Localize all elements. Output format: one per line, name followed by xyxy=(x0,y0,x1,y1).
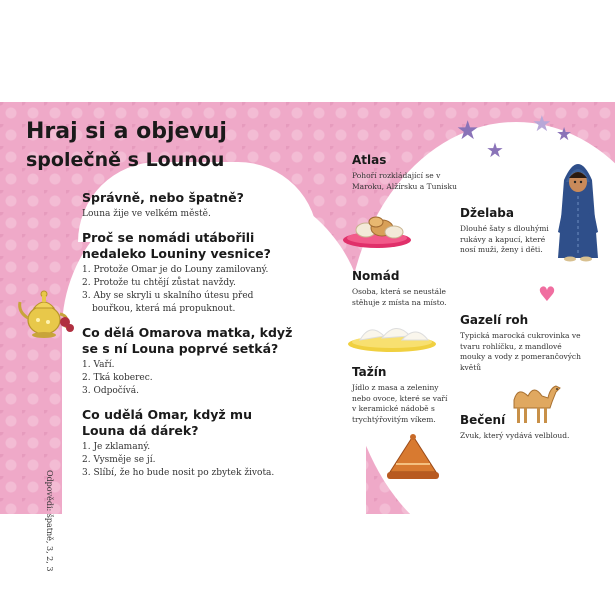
quiz xyxy=(82,190,297,489)
teapot-icon xyxy=(14,282,76,342)
quiz-statement: Louna žije ve velkém městě. xyxy=(82,209,211,219)
quiz-options xyxy=(82,264,297,316)
star-icon: ★ xyxy=(456,116,480,146)
camel-icon xyxy=(504,378,562,426)
boy-djellaba-icon xyxy=(554,152,602,262)
glossary-gazeli-roh: Gazelí roh Typická marocká cukrovinka ve tvaru rohlíčku, z mandlové mouky a vody z pomerančových květů xyxy=(460,313,581,372)
quiz-question: Co udělá Omar, když mu Louna dá dárek? xyxy=(82,407,252,438)
quiz-option: 3. Aby se skryli u skalního útesu před bouřkou, která má propuknout. xyxy=(82,291,254,314)
heart-icon: ♥ xyxy=(538,282,556,306)
glossary-nomad: Nomád Osoba, která se neustále stěhuje z místa na místo. xyxy=(352,269,447,307)
quiz-option: 2. Protože tu chtějí zůstat navždy. xyxy=(82,278,236,288)
page-title: Hraj si a objevuj společně s Lounou xyxy=(26,119,227,171)
quiz-option: 2. Vysměje se jí. xyxy=(82,455,156,465)
glossary-beceni: Bečení Zvuk, který vydává velbloud. xyxy=(460,413,570,440)
quiz-option: 2. Tká koberec. xyxy=(82,373,153,383)
star-icon: ★ xyxy=(532,112,552,137)
quiz-item xyxy=(82,325,297,398)
quiz-question: Co dělá Omarova matka, když se s ní Louna poprvé setká? xyxy=(82,325,293,356)
quiz-options xyxy=(82,441,297,480)
tajine-icon xyxy=(384,432,442,484)
gazelle-horn-icon xyxy=(344,318,440,354)
star-icon: ★ xyxy=(556,124,573,145)
quiz-option: 1. Vaří. xyxy=(82,360,115,370)
star-icon: ★ xyxy=(486,138,504,162)
quiz-option: 1. Protože Omar je do Louny zamilovaný. xyxy=(82,265,269,275)
pastry-plate-icon xyxy=(340,210,414,250)
quiz-options xyxy=(82,359,297,398)
quiz-item xyxy=(82,190,297,221)
glossary-atlas: Atlas Pohoří rozkládající se v Maroku, Alžírsku a Tunisku xyxy=(352,153,457,191)
glossary-dzelaba: Dželaba Dlouhé šaty s dlouhými rukávy a kapucí, které nosí muži, ženy i děti. xyxy=(460,206,549,254)
quiz-item xyxy=(82,230,297,316)
quiz-question: Správně, nebo špatně? xyxy=(82,190,244,205)
quiz-question: Proč se nomádi utábořili nedaleko Louniny vesnice? xyxy=(82,230,271,261)
answers-note: Odpovědi: špatně, 3, 2, 3 xyxy=(45,470,54,572)
quiz-option: 3. Slíbí, že ho bude nosit po zbytek života. xyxy=(82,468,275,478)
quiz-item xyxy=(82,407,297,480)
glossary-tazin: Tažín Jídlo z masa a zeleniny nebo ovoce, které se vaří v keramické nádobě s trychtýřovitým víkem. xyxy=(352,365,448,424)
quiz-option: 1. Je zklamaný. xyxy=(82,442,151,452)
quiz-option: 3. Odpočívá. xyxy=(82,386,139,396)
